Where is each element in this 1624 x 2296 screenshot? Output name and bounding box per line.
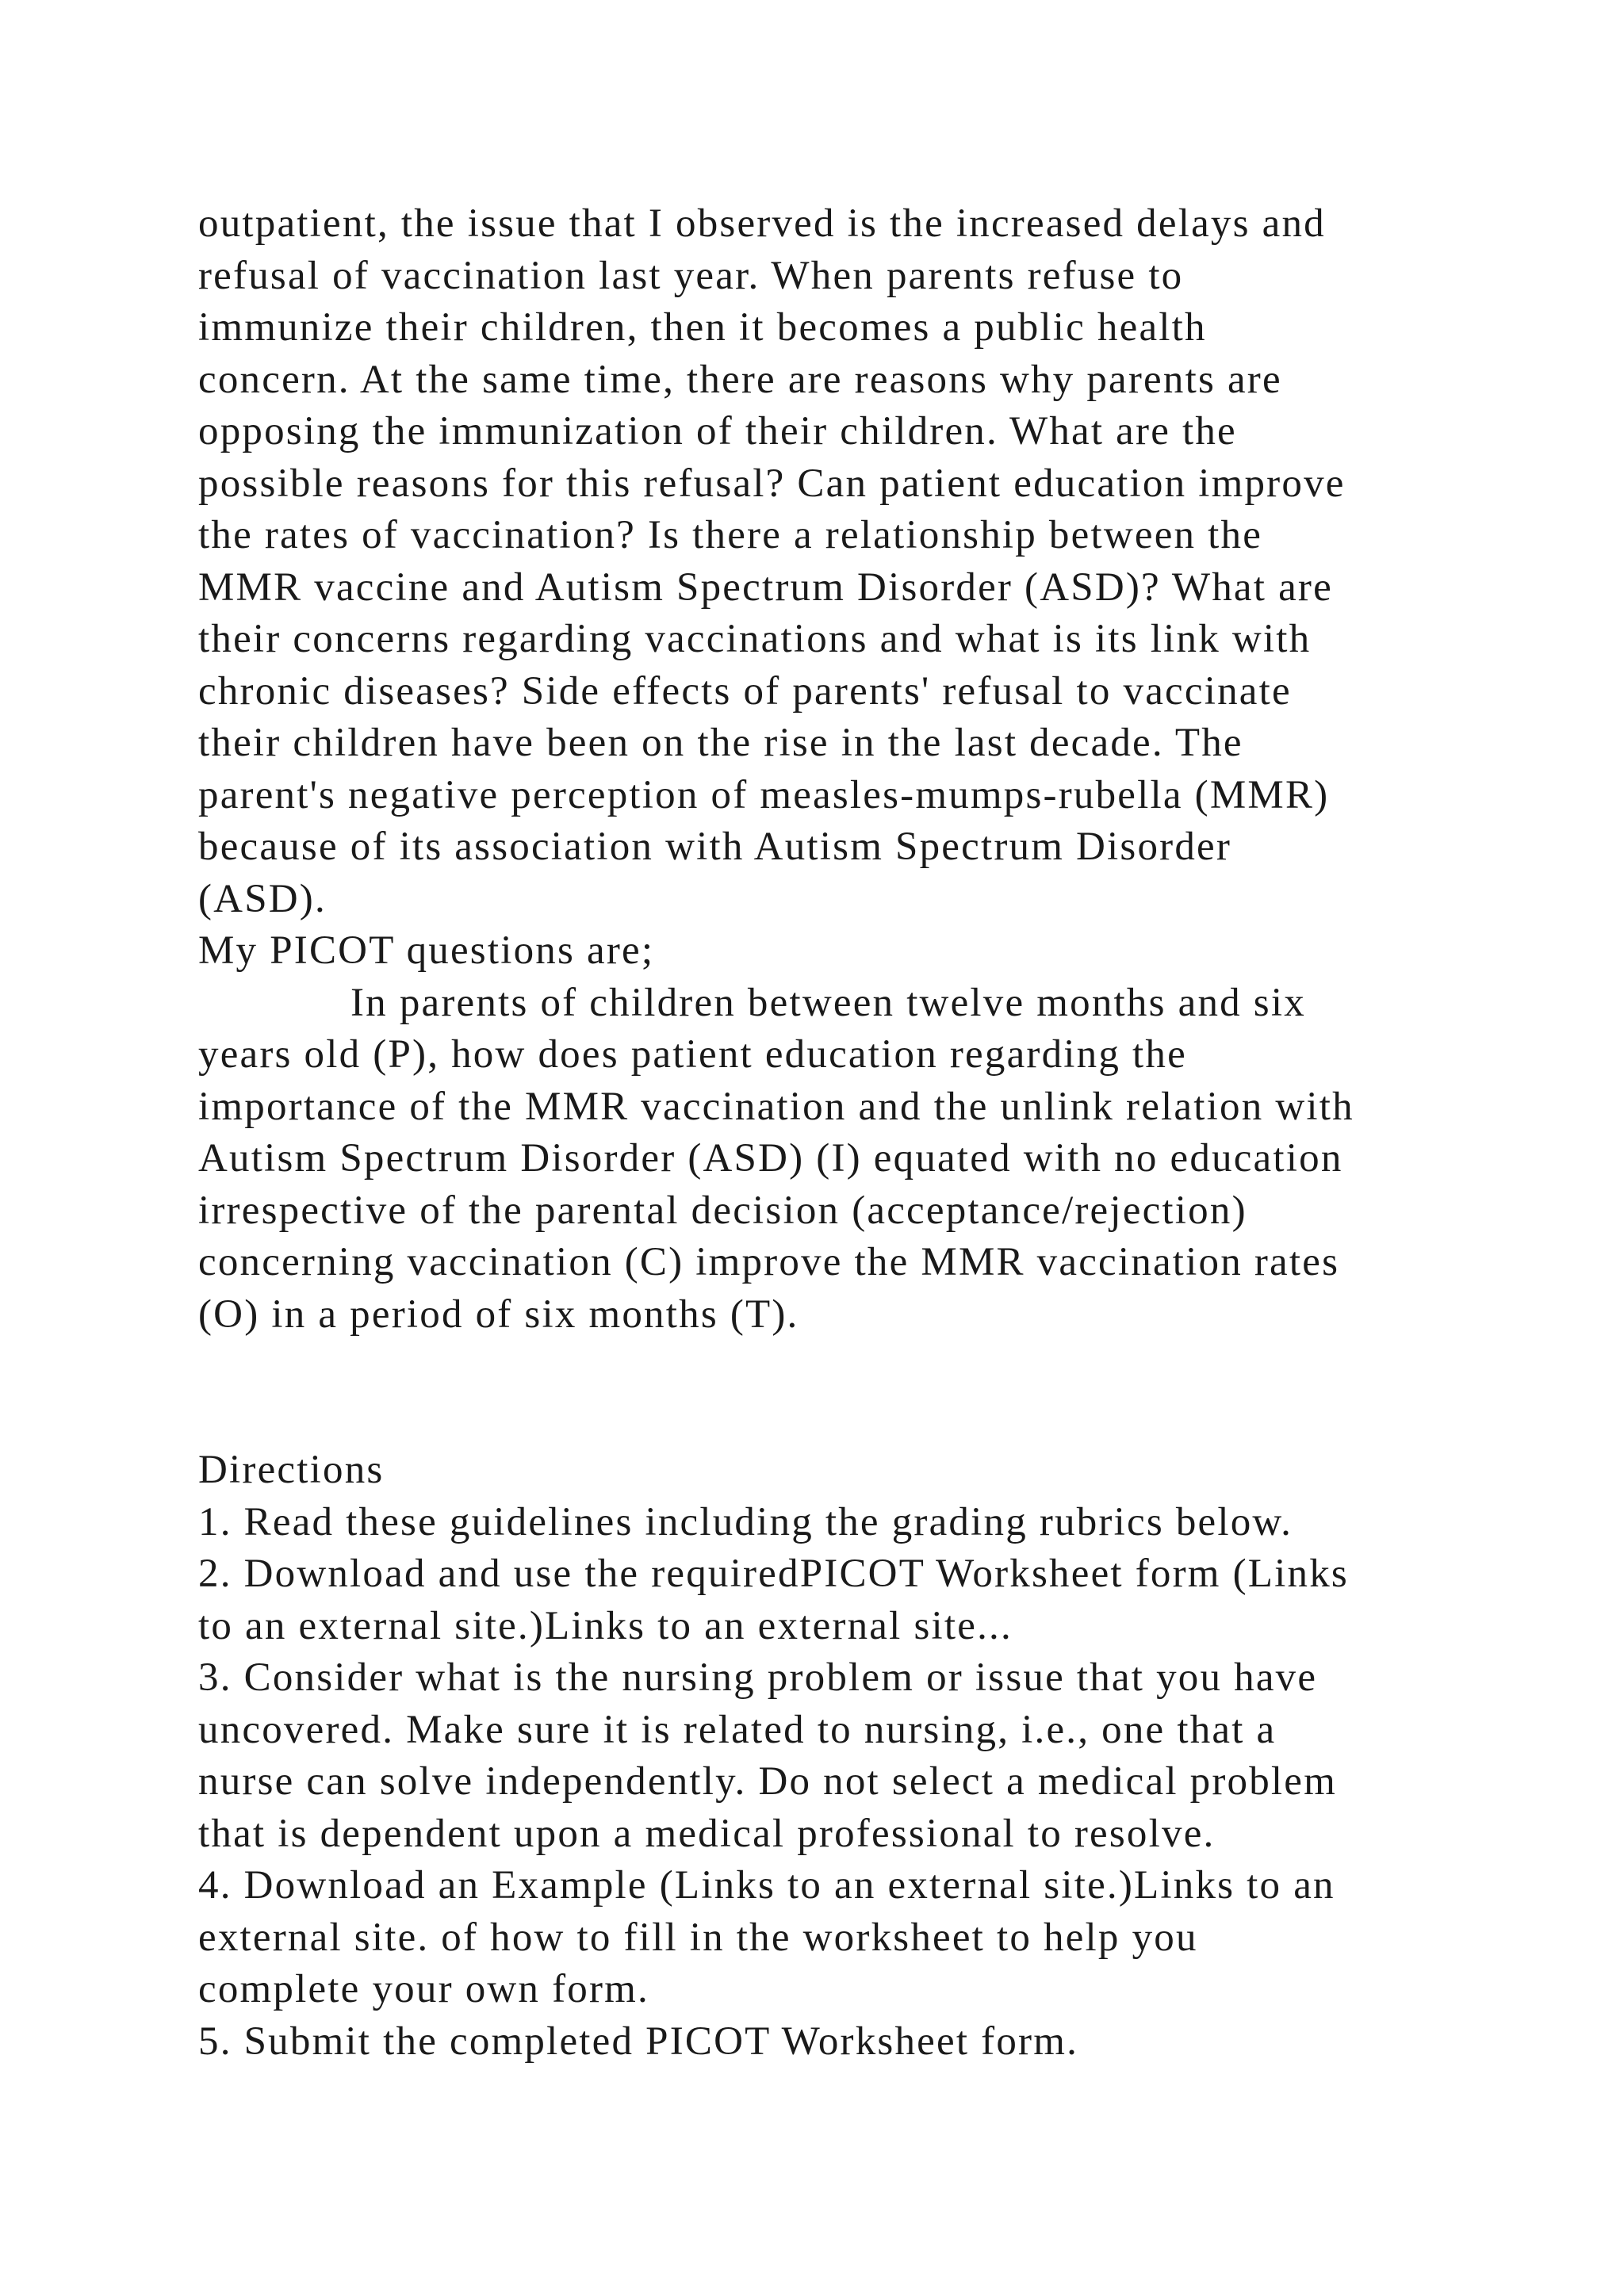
directions-line: 5. Submit the completed PICOT Worksheet form. <box>198 2019 1079 2064</box>
intro-line: their concerns regarding vaccinations and what is its link with <box>198 617 1312 661</box>
picot-line: irrespective of the parental decision (acceptance/rejection) <box>198 1188 1247 1233</box>
section-spacer <box>198 1341 1546 1445</box>
intro-line: possible reasons for this refusal? Can patient education improve <box>198 461 1346 506</box>
intro-line: chronic diseases? Side effects of parents' refusal to vaccinate <box>198 668 1292 714</box>
directions-line: complete your own form. <box>198 1967 649 2011</box>
directions-line: 2. Download and use the requiredPICOT Worksheet form (Links <box>198 1552 1349 1596</box>
directions-line: 3. Consider what is the nursing problem or issue that you have <box>198 1655 1318 1700</box>
intro-line: MMR vaccine and Autism Spectrum Disorder (ASD)? What are <box>198 564 1333 610</box>
directions-line: 4. Download an Example (Links to an external site.)Links to an <box>198 1863 1335 1908</box>
directions-line: 1. Read these guidelines including the grading rubrics below. <box>198 1499 1293 1544</box>
document-body <box>198 198 1546 2068</box>
directions-line: nurse can solve independently. Do not select a medical problem <box>198 1759 1338 1804</box>
picot-line: years old (P), how does patient education regarding the <box>198 1032 1187 1077</box>
picot-question <box>198 978 1546 1341</box>
intro-line: concern. At the same time, there are reasons why parents are <box>198 357 1282 402</box>
intro-line: opposing the immunization of their children. What are the <box>198 409 1237 453</box>
directions-list <box>198 1497 1546 2068</box>
picot-line: Autism Spectrum Disorder (ASD) (I) equated with no education <box>198 1136 1343 1181</box>
intro-line: refusal of vaccination last year. When parents refuse to <box>198 253 1184 298</box>
intro-line: parent's negative perception of measles-mumps-rubella (MMR) <box>198 772 1330 817</box>
intro-paragraph <box>198 198 1546 925</box>
picot-line: importance of the MMR vaccination and the unlink relation with <box>198 1084 1354 1129</box>
picot-line: concerning vaccination (C) improve the MMR vaccination rates <box>198 1240 1340 1284</box>
intro-line: immunize their children, then it becomes a public health <box>198 305 1207 350</box>
picot-line: (O) in a period of six months (T). <box>198 1292 799 1337</box>
intro-line: outpatient, the issue that I observed is the increased delays and <box>198 201 1326 246</box>
intro-line: the rates of vaccination? Is there a relationship between the <box>198 513 1263 557</box>
picot-heading: My PICOT questions are; <box>198 928 655 973</box>
directions-heading: Directions <box>198 1448 385 1492</box>
directions-line: that is dependent upon a medical professional to resolve. <box>198 1811 1216 1856</box>
directions-line: external site. of how to fill in the worksheet to help you <box>198 1915 1198 1960</box>
intro-line: (ASD). <box>198 876 327 921</box>
intro-line: because of its association with Autism Spectrum Disorder <box>198 825 1232 869</box>
picot-line: In parents of children between twelve months and six <box>350 980 1306 1025</box>
intro-line: their children have been on the rise in the last decade. The <box>198 721 1243 765</box>
directions-line: to an external site.)Links to an external site... <box>198 1603 1013 1648</box>
directions-line: uncovered. Make sure it is related to nursing, i.e., one that a <box>198 1707 1277 1752</box>
